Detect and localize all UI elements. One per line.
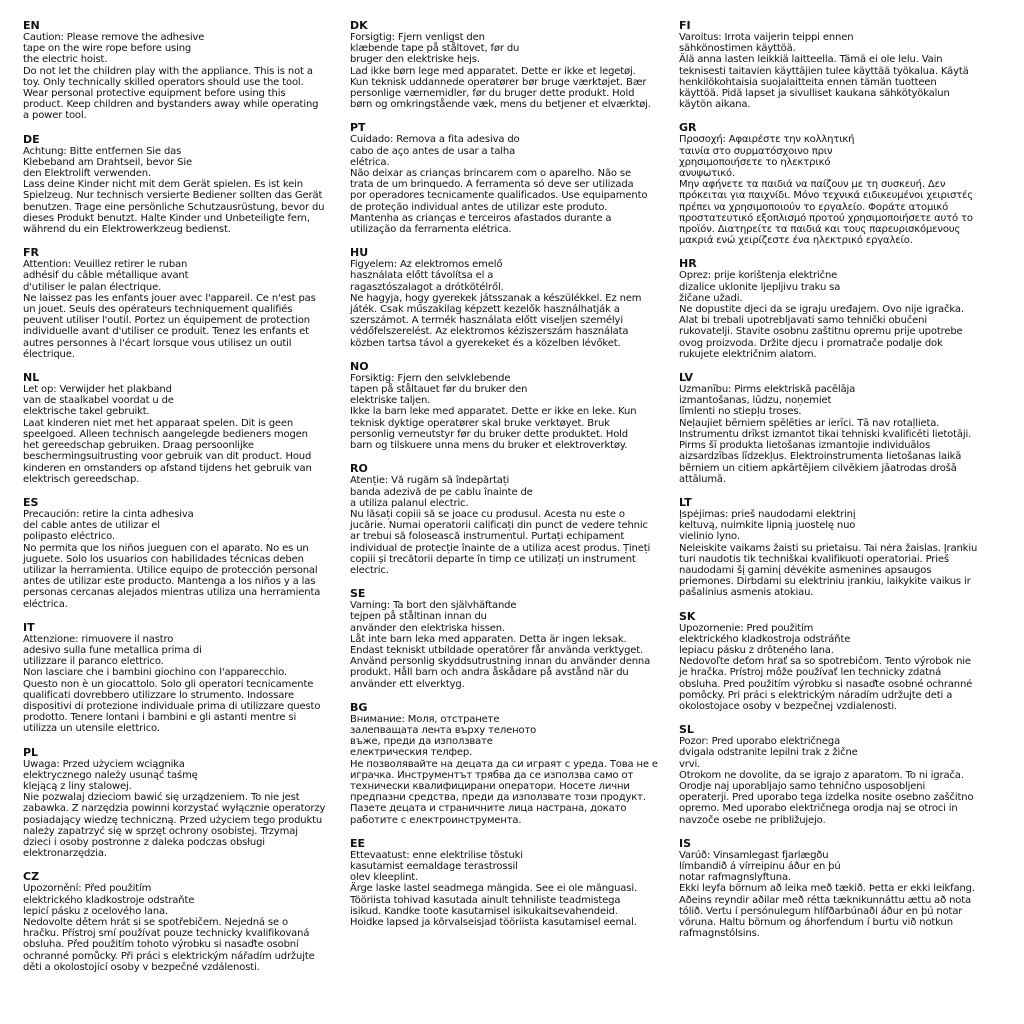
language-code: LT [679,495,692,509]
language-code: SK [679,609,696,623]
warning-section-lv [679,372,1001,485]
warning-section-ro [350,463,672,576]
language-code: CZ [23,870,40,884]
warning-section-nl [23,372,341,485]
warning-section-no [350,361,672,451]
warning-section-fi [679,20,1001,110]
warning-text: Внимание: Моля, отстранете залепващата лента върху теленото въже, преди да използвате електрическия телфер. Не позволявайте на децата да си играят с уреда. Това не е играчка. Инструментът трябва да се използва само от технически квалифицирани оператори. Носете лични предпазни средства, преди да използвате този продукт. Пазете децата и страничните лица настрана, докато работите с електроинструмента. [350,713,658,826]
warning-text: Attention: Veuillez retirer le ruban adhésif du câble métallique avant d'utiliser le palan électrique. Ne laissez pas les enfants jouer avec l'appareil. Ce n'est pas un jouet. Seuls des opérateurs techniquement qualifiés peuvent utiliser l'outil. Portez un équipement de protection individuelle avant d'utiliser ce produit. Tenez les enfants et autres personnes à l'écart lorsque vous utilisez un outil électrique. [23,259,316,360]
language-code: LV [679,371,694,385]
warning-text: Pozor: Pred uporabo električnega dvigala odstranite lepilni trak z žične vrvi. Otrokom ne dovolite, da se igrajo z aparatom. To ni igrača. Orodje naj uporabljajo samo tehnično usposobljeni operaterji. Pred uporabo tega izdelka nosite osebno zaščitno opremo. Med uporabo električnega orodja naj se otroci in navzoče osebe ne približujejo. [679,736,974,826]
language-code: NL [23,371,40,385]
warning-section-pt [350,122,672,235]
warning-section-it [23,622,341,735]
language-code: GR [679,121,697,135]
warning-text: Figyelem: Az elektromos emelő használata előtt távolítsa el a ragasztószalagot a drótkötélről. Ne hagyja, hogy gyerekek játsszanak a készülékkel. Ez nem játék. Csak műszakilag képzett kezelők használhatják a szerszámot. A termék használata előtt viseljen személyi védőfelszerelést. Az elektromos kéziszerszám használata közben tartsa távol a gyerekeket és a közelben lévőket. [350,259,642,349]
language-code: IT [23,620,35,634]
warning-section-ee [350,838,672,928]
warning-text: Varoitus: Irrota vaijerin teippi ennen sähkönostimen käyttöä. Älä anna lasten leikkiä laitteella. Tämä ei ole lelu. Vain teknisesti taitavien käyttäjien tulee käyttää työkalua. Käytä henkilökohtaisia suojalaitteita ennen tämän tuotteen käyttöä. Pidä lapset ja sivulliset kaukana sähkötyökalun käytön aikana. [679,32,969,111]
warning-section-gr [679,122,1001,246]
warning-section-sk [679,611,1001,713]
warning-text: Let op: Verwijder het plakband van de staalkabel voordat u de elektrische takel gebruikt. Laat kinderen niet met het apparaat spelen. Dit is geen speelgoed. Alleen technisch aangelegde bedieners mogen het gereedschap gebruiken. Draag persoonlijke beschermingsuitrusting voor gebruik van dit product. Houd kinderen en omstanders op afstand tijdens het gebruik van elektrisch gereedschap. [23,384,312,485]
language-code: DE [23,132,40,146]
warning-section-lt [679,497,1001,599]
warning-text: Attenzione: rimuovere il nastro adesivo sulla fune metallica prima di utilizzare il paranco elettrico. Non lasciare che i bambini giochino con l'apparecchio. Questo non è un giocattolo. Solo gli operatori tecnicamente qualificati dovrebbero utilizzare lo strumento. Indossare dispositivi di protezione individuale prima di utilizzare questo prodotto. Tenere lontani i bambini e gli astanti mentre si utilizza un utensile elettrico. [23,633,321,735]
warning-text: Varúð: Vinsamlegast fjarlægðu límbandið á vírreipinu áður en þú notar rafmagnslyftuna. Ekki leyfa börnum að leika með tækið. Þetta er ekki leikfang. Aðeins reyndir aðilar með rétta tæknikunnáttu ættu að nota tólið. Vertu í persónulegum hlífðarbúnaði áður en þú notar vöruna. Haltu börnum og áhorfendum í burtu við notkun rafmagnstólsins. [679,849,975,940]
warning-text: Oprez: prije korištenja električne dizalice uklonite ljepljivu traku sa žičane užadi. Ne dopustite djeci da se igraju uređajem. Ovo nije igračka. Alat bi trebali upotrebljavati samo tehnički obučeni rukovatelji. Stavite osobnu zaštitnu opremu prije upotrebe ovog proizvoda. Držite djecu i promatrače podalje dok rukujete električnim alatom. [679,270,964,360]
warning-section-is [679,838,1001,940]
warning-section-se [350,588,672,690]
language-code: SL [679,723,694,737]
warning-section-hu [350,247,672,349]
language-code: PT [350,121,366,135]
warning-section-hr [679,258,1001,360]
language-code: PL [23,745,39,759]
warning-text: Achtung: Bitte entfernen Sie das Klebeband am Drahtseil, bevor Sie den Elektrolift verwenden. Lass deine Kinder nicht mit dem Gerät spielen. Es ist kein Spielzeug. Nur technisch versierte Bediener sollten das Gerät benutzen. Trage eine persönliche Schutzausrüstung, bevor du dieses Produkt benutzt. Halte Kinder und Unbeteiligte fern, während du ein Elektrowerkzeug bedienst. [23,145,325,236]
language-code: IS [679,836,692,850]
language-code: RO [350,462,368,476]
language-code: BG [350,700,368,714]
language-code: HR [679,257,697,271]
warning-text: Upozornenie: Pred použitím elektrického kladkostroja odstráňte lepiacu pásku z drôteného lana. Nedovoľte deťom hrať sa so spotrebičom. Tento výrobok nie je hračka. Prístroj môže používať len technicky zdatná obsluha. Pred použitím výrobku si nasaďte osobné ochranné pomôcky. Pri práci s elektrickým náradím udržujte deti a okolostojace osoby v bezpečnej vzdialenosti. [679,622,973,712]
language-code: FR [23,246,39,260]
column-middle [350,20,672,940]
language-code: HU [350,246,369,260]
warning-text: Forsigtig: Fjern venligst den klæbende tape på ståltovet, før du bruger den elektriske hejs. Lad ikke børn lege med apparatet. Dette er ikke et legetøj. Kun teknisk uddannede operatører bør bruge værktøjet. Bær personlige værnemidler, før du bruger dette produkt. Hold børn og omkringstående væk, mens du betjener et elværktøj. [350,32,651,111]
language-code: EE [350,836,366,850]
language-code: EN [23,19,40,32]
warning-text: Atenție: Vă rugăm să îndepărtați banda adezivă de pe cablu înainte de a utiliza palanul electric. Nu lăsați copiii să se joace cu produsul. Acesta nu este o jucărie. Numai operatorii calificați din punct de vedere tehnic ar trebui să folosească instrumentul. Purtați echipament individual de protecție înainte de a utiliza acest produs. Țineți copiii și trecătorii departe în timp ce utilizați un instrument electric. [350,475,651,576]
warning-text: Uwaga: Przed użyciem wciągnika elektrycznego należy usunąć taśmę klejącą z liny stalowej. Nie pozwalaj dzieciom bawić się urządzeniem. To nie jest zabawka. Z narzędzia powinni korzystać wyłącznie operatorzy posiadający wiedzę techniczną. Przed użyciem tego produktu należy zapatrzyć się w sprzęt ochrony osobistej. Trzymaj dzieci i osoby postronne z daleka podczas obsługi elektronarzędzia. [23,758,326,860]
warning-section-bg [350,702,672,826]
column-right [679,20,1001,951]
warning-section-pl [23,747,341,860]
warning-section-dk [350,20,672,110]
language-code: SE [350,587,366,601]
warning-text: Forsiktig: Fjern den selvklebende tapen på ståltauet før du bruker den elektriske taljen. Ikke la barn leke med apparatet. Dette er ikke en leke. Kun teknisk dyktige operatører skal bruke verktøyet. Bruk personlig verneutstyr før du bruker dette produktet. Hold barn og tilskuere unna mens du bruker et elektroverktøy. [350,372,637,452]
warning-text: Cuidado: Remova a fita adesiva do cabo de aço antes de usar a talha elétrica. Não deixar as crianças brincarem com o aparelho. Não se trata de um brinquedo. A ferramenta só deve ser utilizada por operadores tecnicamente qualificados. Use equipamento de proteção individual antes de utilizar este produto. Mantenha as crianças e terceiros afastados durante a utilização da ferramenta elétrica. [350,134,648,236]
warning-section-fr [23,247,341,360]
warning-text: Προσοχή: Αφαιρέστε την κολλητική ταινία στο συρματόσχοινο πριν χρησιμοποιήσετε το ηλεκτρικό ανυψωτικό. Μην αφήνετε τα παιδιά να παίζουν με τη συσκευή. Δεν πρόκειται για παιχνίδι. Μόνο τεχνικά ειδικευμένοι χειριστές πρέπει να χρησιμοποιούν το εργαλείο. Φοράτε ατομικό προστατευτικό εξοπλισμό προτού χρησιμοποιήσετε αυτό το προϊόν. Διατηρείτε τα παιδιά και τους παρευρισκόμενους μακριά ενώ χειρίζεστε ένα ηλεκτρικό εργαλείο. [679,134,973,247]
warning-section-sl [679,724,1001,826]
warning-section-en [23,20,341,122]
language-code: FI [679,19,691,32]
warning-section-cz [23,871,341,973]
warning-text: Caution: Please remove the adhesive tape on the wire rope before using the electric hoist. Do not let the children play with the appliance. This is not a toy. Only technically skilled operators should use the tool. Wear personal protective equipment before using this product. Keep children and bystanders away while operating a power tool. [23,32,319,122]
language-code: DK [350,19,368,32]
language-code: ES [23,495,39,509]
warning-text: Ettevaatust: enne elektrilise tõstuki kasutamist eemaldage terastrossil olev kleeplint. Ärge laske lastel seadmega mängida. See ei ole mänguasi. Tööriista tohivad kasutada ainult tehniliste teadmistega isikud. Kandke toote kasutamisel isikukaitsevahendeid. Hoidke lapsed ja kõrvalseisjad tööriista kasutamisel eemal. [350,849,637,928]
warning-text: Precaución: retire la cinta adhesiva del cable antes de utilizar el polipasto eléctrico. No permita que los niños jueguen con el aparato. No es un juguete. Solo los usuarios con habilidades técnicas deben utilizar la herramienta. Utilice equipo de protección personal antes de utilizar este producto. Mantenga a los niños y a las personas cercanas alejados mientras utiliza una herramienta eléctrica. [23,508,321,610]
warning-text: Įspėjimas: prieš naudodami elektrinį keltuvą, nuimkite lipnią juostelę nuo vielinio lyno. Neleiskite vaikams žaisti su prietaisu. Tai nėra žaislas. Įrankiu turi naudotis tik techniškai kvalifikuoti operatoriai. Prieš naudodami šį gaminį dėvėkite asmenines apsaugos priemones. Dirbdami su elektriniu įrankiu, laikykite vaikus ir pašalinius asmenis atokiau. [679,508,978,599]
warning-text: Varning: Ta bort den självhäftande tejpen på ståltinan innan du använder den elektriska hissen. Låt inte barn leka med apparaten. Detta är ingen leksak. Endast tekniskt utbildade operatörer får använda verktyget. Använd personlig skyddsutrustning innan du använder denna produkt. Håll barn och andra åskådare på avstånd när du använder ett elverktyg. [350,600,651,690]
language-code: NO [350,359,369,373]
warning-section-es [23,497,341,610]
warning-section-de [23,134,341,236]
warning-text: Upozornění: Před použitím elektrického kladkostroje odstraňte lepicí pásku z ocelového lana. Nedovolte dětem hrát si se spotřebičem. Nejedná se o hračku. Přístroj smí používat pouze technicky kvalifikovaná obsluha. Před použitím tohoto výrobku si nasaďte osobní ochranné pomůcky. Při práci s elektrickým nářadím udržujte děti a okolostojící osoby v bezpečné vzdálenosti. [23,883,315,973]
warning-text: Uzmanību: Pirms elektriskā pacēlāja izmantošanas, lūdzu, noņemiet līmlenti no stiepļu troses. Neļaujiet bērniem spēlēties ar ierīci. Tā nav rotaļlieta. Instrumentu drīkst izmantot tikai tehniski kvalificēti lietotāji. Pirms šī produkta lietošanas izmantojie individuālos aizsardzības līdzekļus. Elektroinstrumenta lietošanas laikā bērniem un citiem apkārtējiem cilvēkiem jāatrodas drošā attālumā. [679,384,972,485]
column-left [23,20,341,985]
